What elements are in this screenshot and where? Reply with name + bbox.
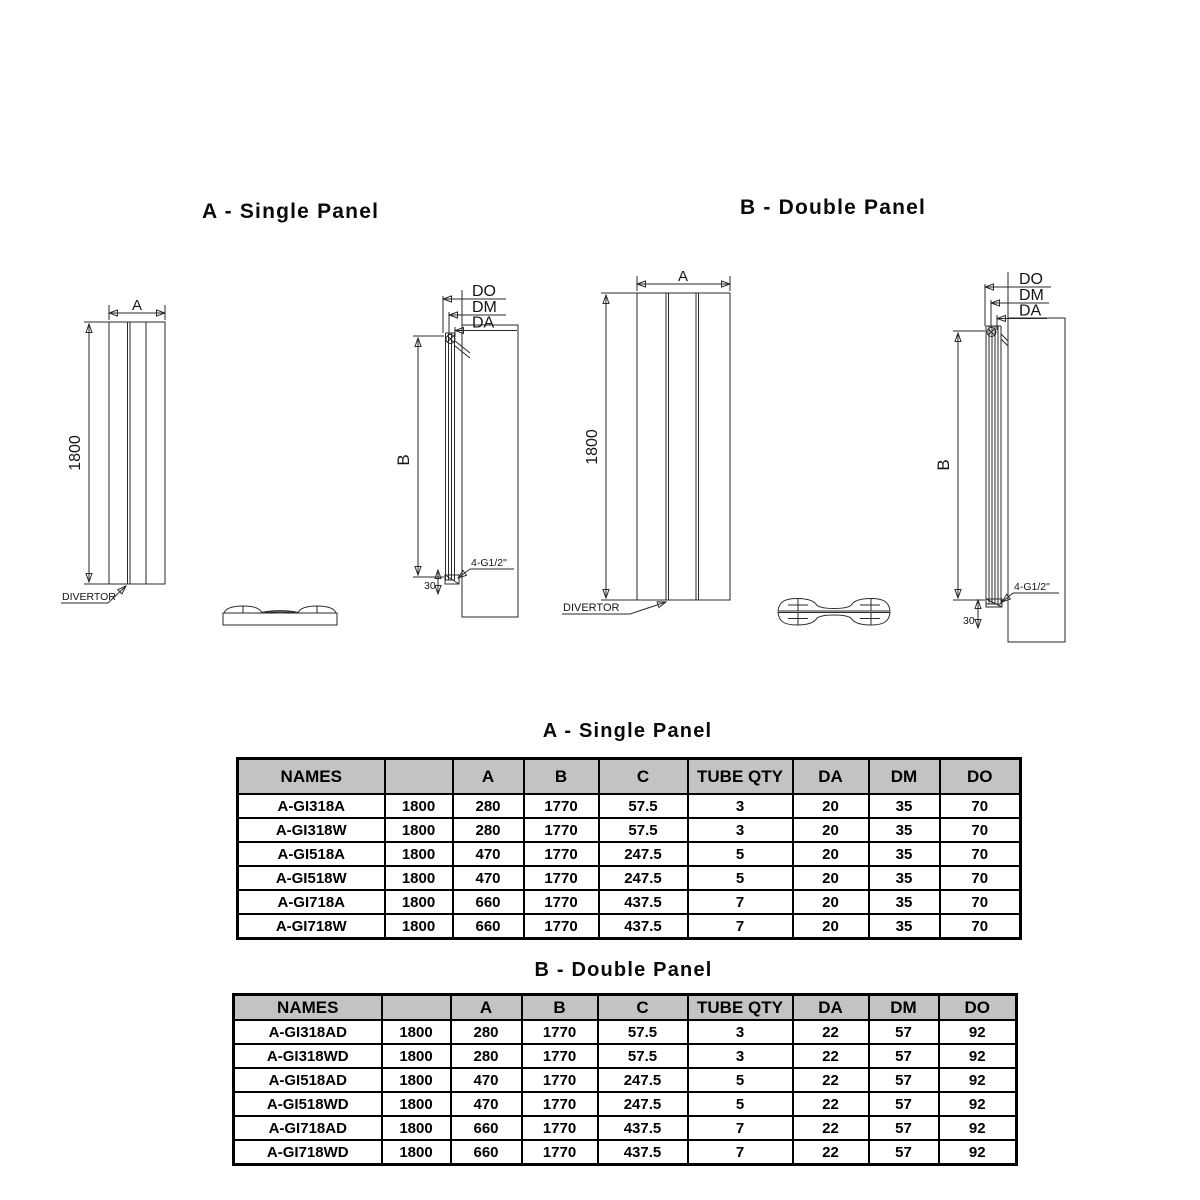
table-row: [238, 842, 1021, 866]
cell: 1800: [385, 842, 453, 866]
cell: 57.5: [598, 1020, 688, 1044]
table-row: [234, 1044, 1017, 1068]
dm-dim-label: DM: [1019, 287, 1044, 304]
single-panel-front-view: [61, 297, 165, 603]
cell: 35: [869, 890, 940, 914]
cell: 1770: [524, 818, 599, 842]
cell: 1800: [382, 1020, 451, 1044]
cell: 92: [939, 1092, 1017, 1116]
cell: 470: [451, 1092, 522, 1116]
cell: A-GI518A: [238, 842, 385, 866]
cell: 5: [688, 842, 793, 866]
da-dim-label: DA: [472, 314, 495, 332]
double-panel-table-title: B - Double Panel: [534, 959, 713, 981]
cell: 92: [939, 1044, 1017, 1068]
cell: 22: [793, 1092, 869, 1116]
cell: 70: [940, 866, 1021, 890]
da-dim-label: DA: [1019, 302, 1042, 320]
cell: 1770: [522, 1116, 598, 1140]
cell: 92: [939, 1140, 1017, 1165]
table-row: [234, 1020, 1017, 1044]
cell: 20: [793, 794, 869, 818]
cell: 5: [688, 866, 793, 890]
cell: 3: [688, 1044, 793, 1068]
cell: 57: [869, 1020, 939, 1044]
offset-dim-label: 30: [963, 615, 975, 627]
table-row: [238, 866, 1021, 890]
cell: 20: [793, 914, 869, 939]
cell: 35: [869, 914, 940, 939]
column-header: B: [524, 759, 599, 795]
cell: 660: [451, 1116, 522, 1140]
cell: 280: [453, 794, 524, 818]
table-row: [234, 1140, 1017, 1165]
column-header: DM: [869, 995, 939, 1021]
cell: 3: [688, 818, 793, 842]
cell: 247.5: [598, 1092, 688, 1116]
cell: 1800: [385, 890, 453, 914]
table-row: [234, 1092, 1017, 1116]
cell: 20: [793, 890, 869, 914]
cell: 1770: [522, 1068, 598, 1092]
cell: A-GI318AD: [234, 1020, 382, 1044]
table-header-row: [234, 995, 1017, 1021]
cell: 1800: [385, 794, 453, 818]
cell: 437.5: [598, 1140, 688, 1165]
cell: 57.5: [598, 1044, 688, 1068]
cell: 70: [940, 818, 1021, 842]
cell: 22: [793, 1116, 869, 1140]
cell: 3: [688, 1020, 793, 1044]
thread-label: 4-G1/2": [471, 557, 507, 569]
single-panel-table-title: A - Single Panel: [542, 720, 713, 742]
cell: 22: [793, 1020, 869, 1044]
height-dim-label: 1800: [584, 429, 601, 465]
cell: 1770: [522, 1020, 598, 1044]
cell: 35: [869, 842, 940, 866]
cell: 92: [939, 1116, 1017, 1140]
cell: 1770: [524, 842, 599, 866]
column-header: NAMES: [238, 759, 385, 795]
cell: 7: [688, 1140, 793, 1165]
cell: 470: [453, 866, 524, 890]
cell: A-GI518AD: [234, 1068, 382, 1092]
column-header: DO: [939, 995, 1017, 1021]
cell: 35: [869, 866, 940, 890]
cell: 7: [688, 914, 793, 939]
cell: 7: [688, 1116, 793, 1140]
double-panel-front-view: [562, 268, 730, 614]
cell: 57: [869, 1092, 939, 1116]
do-dim-label: DO: [472, 283, 496, 300]
cell: 1800: [385, 914, 453, 939]
cell: 280: [451, 1020, 522, 1044]
cell: 70: [940, 794, 1021, 818]
column-header: [385, 759, 453, 795]
cell: 70: [940, 842, 1021, 866]
double-panel-side-view: [934, 271, 1065, 642]
cell: 20: [793, 818, 869, 842]
cell: 92: [939, 1068, 1017, 1092]
cell: 660: [453, 914, 524, 939]
column-header: DA: [793, 995, 869, 1021]
cell: 280: [453, 818, 524, 842]
double-panel-spec-table: [232, 993, 1018, 1166]
cell: A-GI518W: [238, 866, 385, 890]
cell: 57.5: [599, 818, 688, 842]
column-header: [382, 995, 451, 1021]
cell: 35: [869, 794, 940, 818]
offset-dim-label: 30: [424, 580, 436, 592]
cell: 1800: [382, 1140, 451, 1165]
cell: 1770: [524, 890, 599, 914]
cell: 1800: [382, 1092, 451, 1116]
cell: 280: [451, 1044, 522, 1068]
cell: 70: [940, 914, 1021, 939]
cell: 5: [688, 1068, 793, 1092]
column-header: TUBE QTY: [688, 995, 793, 1021]
cell: 5: [688, 1092, 793, 1116]
column-header: DM: [869, 759, 940, 795]
cell: A-GI318WD: [234, 1044, 382, 1068]
column-header: NAMES: [234, 995, 382, 1021]
cell: 470: [451, 1068, 522, 1092]
width-dim-label: A: [677, 268, 689, 285]
table-row: [234, 1116, 1017, 1140]
cell: 437.5: [599, 890, 688, 914]
cell: 92: [939, 1020, 1017, 1044]
single-panel-spec-table: [236, 757, 1022, 940]
column-header: C: [598, 995, 688, 1021]
cell: 1800: [382, 1116, 451, 1140]
height-dim-label: 1800: [67, 435, 84, 471]
column-header: DA: [793, 759, 869, 795]
cell: 660: [453, 890, 524, 914]
cell: 22: [793, 1044, 869, 1068]
column-header: A: [451, 995, 522, 1021]
cell: 470: [453, 842, 524, 866]
cell: 20: [793, 842, 869, 866]
column-header: TUBE QTY: [688, 759, 793, 795]
divertor-label: DIVERTOR: [563, 602, 620, 614]
table-row: [238, 818, 1021, 842]
table-row: [238, 794, 1021, 818]
cell: A-GI518WD: [234, 1092, 382, 1116]
cell: 247.5: [598, 1068, 688, 1092]
single-panel-heading: A - Single Panel: [202, 200, 380, 223]
table-header-row: [238, 759, 1021, 795]
cell: 1770: [524, 914, 599, 939]
single-panel-side-view: [394, 283, 518, 617]
cell: 1800: [382, 1044, 451, 1068]
cell: A-GI718W: [238, 914, 385, 939]
cell: 70: [940, 890, 1021, 914]
cell: 22: [793, 1068, 869, 1092]
cell: 7: [688, 890, 793, 914]
cell: 247.5: [599, 842, 688, 866]
cell: A-GI718A: [238, 890, 385, 914]
cell: 22: [793, 1140, 869, 1165]
cell: 57.5: [599, 794, 688, 818]
cell: 57: [869, 1068, 939, 1092]
table-row: [234, 1068, 1017, 1092]
cell: 1770: [522, 1092, 598, 1116]
double-panel-cross-section: [778, 599, 890, 626]
column-header: DO: [940, 759, 1021, 795]
cell: A-GI718WD: [234, 1140, 382, 1165]
depth-dim-label: B: [934, 459, 953, 471]
cell: 57: [869, 1140, 939, 1165]
cell: 57: [869, 1116, 939, 1140]
single-panel-cross-section: [223, 606, 337, 625]
table-row: [238, 914, 1021, 939]
cell: 437.5: [599, 914, 688, 939]
cell: 247.5: [599, 866, 688, 890]
cell: 35: [869, 818, 940, 842]
column-header: C: [599, 759, 688, 795]
column-header: B: [522, 995, 598, 1021]
divertor-label: DIVERTOR: [62, 591, 116, 603]
double-panel-heading: B - Double Panel: [740, 196, 927, 219]
table-row: [238, 890, 1021, 914]
cell: 1770: [522, 1044, 598, 1068]
cell: 1770: [522, 1140, 598, 1165]
cell: 1800: [385, 866, 453, 890]
cell: 1770: [524, 794, 599, 818]
cell: A-GI718AD: [234, 1116, 382, 1140]
cell: 57: [869, 1044, 939, 1068]
cell: 3: [688, 794, 793, 818]
cell: 1800: [385, 818, 453, 842]
cell: 20: [793, 866, 869, 890]
width-dim-label: A: [131, 297, 143, 314]
column-header: A: [453, 759, 524, 795]
cell: 437.5: [598, 1116, 688, 1140]
dm-dim-label: DM: [472, 299, 497, 316]
cell: 1800: [382, 1068, 451, 1092]
cell: 660: [451, 1140, 522, 1165]
depth-dim-label: B: [394, 454, 413, 466]
cell: A-GI318A: [238, 794, 385, 818]
thread-label: 4-G1/2": [1014, 581, 1050, 593]
do-dim-label: DO: [1019, 271, 1043, 288]
cell: 1770: [524, 866, 599, 890]
cell: A-GI318W: [238, 818, 385, 842]
